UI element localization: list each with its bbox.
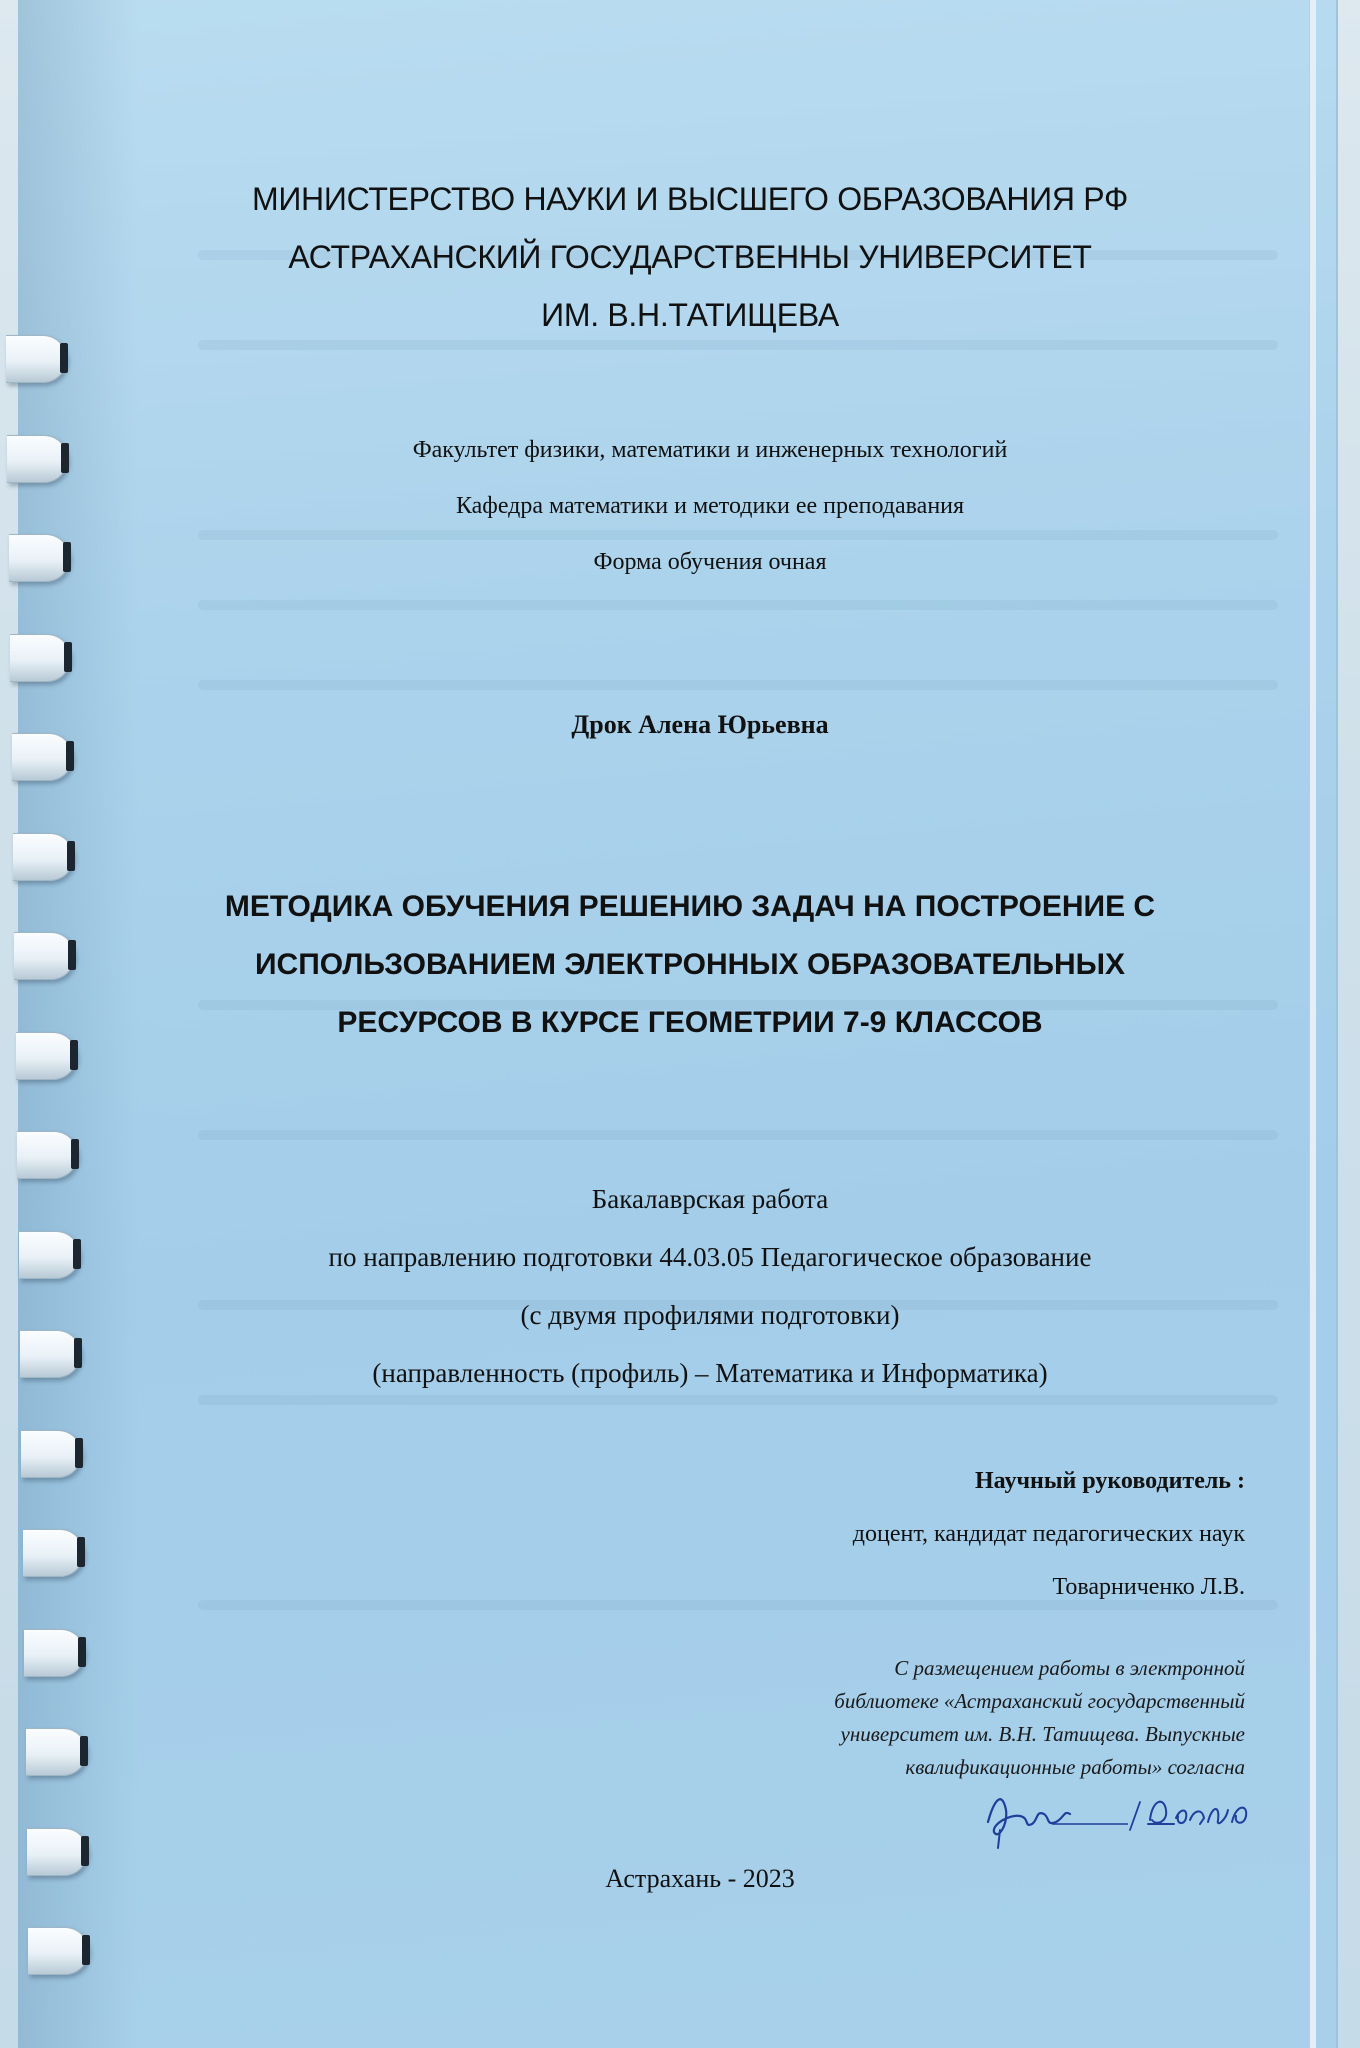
bleed-through-line xyxy=(198,680,1278,690)
handwritten-signature xyxy=(980,1780,1260,1850)
department-line: Кафедра математики и методики ее преподавания xyxy=(455,493,965,519)
binding-hole xyxy=(66,741,74,771)
university-line: АСТРАХАНСКИЙ ГОСУДАРСТВЕННЫ УНИВЕРСИТЕТ xyxy=(288,239,1092,275)
title-line: РЕСУРСОВ В КУРСЕ ГЕОМЕТРИИ 7-9 КЛАССОВ xyxy=(337,1006,1043,1039)
library-consent xyxy=(725,1652,1245,1784)
consent-line: квалификационные работы» согласна xyxy=(905,1755,1245,1779)
consent-line: С размещением работы в электронной xyxy=(894,1656,1245,1680)
binding-hole xyxy=(80,1736,88,1766)
bleed-through-line xyxy=(198,1130,1278,1140)
binding-hole xyxy=(81,1836,89,1866)
binding-hole xyxy=(60,343,68,373)
ministry-header xyxy=(40,170,1340,344)
program-line: по направлению подготовки 44.03.05 Педагогическое образование xyxy=(328,1242,1092,1272)
faculty-line: Факультет физики, математики и инженерных технологий xyxy=(412,437,1008,463)
university-name-line: ИМ. В.Н.ТАТИЩЕВА xyxy=(541,297,839,333)
work-type-line: Бакалаврская работа xyxy=(591,1184,829,1214)
orientation-line: (направленность (профиль) – Математика и Информатика) xyxy=(372,1358,1048,1388)
city-year: Астрахань - 2023 xyxy=(605,1864,795,1893)
binding-ring xyxy=(12,733,73,781)
bleed-through-line xyxy=(198,600,1278,610)
binding-hole xyxy=(67,841,75,871)
ministry-line: МИНИСТЕРСТВО НАУКИ И ВЫСШЕГО ОБРАЗОВАНИЯ РФ xyxy=(252,181,1128,217)
binding-ring xyxy=(10,634,71,682)
study-form-line: Форма обучения очная xyxy=(593,549,827,575)
supervisor-label: Научный руководитель : xyxy=(975,1468,1245,1494)
binding-hole xyxy=(78,1637,86,1667)
supervisor-block xyxy=(853,1455,1245,1614)
thesis-title xyxy=(40,878,1340,1052)
profiles-line: (с двумя профилями подготовки) xyxy=(520,1300,900,1330)
supervisor-name: Товарниченко Л.В. xyxy=(1052,1574,1245,1600)
binding-ring xyxy=(7,435,68,483)
binding-ring xyxy=(28,1927,89,1975)
binding-ring xyxy=(23,1529,84,1577)
binding-ring xyxy=(21,1430,82,1478)
faculty-info xyxy=(60,422,1360,590)
binding-hole xyxy=(71,1139,79,1169)
binding-hole xyxy=(64,642,72,672)
binding-hole xyxy=(75,1438,83,1468)
supervisor-position: доцент, кандидат педагогических наук xyxy=(852,1521,1245,1547)
author-name: Дрок Алена Юрьевна xyxy=(571,710,829,739)
binding-ring xyxy=(26,1728,87,1776)
title-line: ИСПОЛЬЗОВАНИЕМ ЭЛЕКТРОННЫХ ОБРАЗОВАТЕЛЬНЫХ xyxy=(254,948,1125,981)
consent-line: университет им. В.Н. Татищева. Выпускные xyxy=(840,1722,1245,1746)
binding-ring xyxy=(24,1629,85,1677)
binding-hole xyxy=(82,1935,90,1965)
work-type xyxy=(60,1170,1360,1402)
title-line: МЕТОДИКА ОБУЧЕНИЯ РЕШЕНИЮ ЗАДАЧ НА ПОСТРОЕНИЕ С xyxy=(224,890,1156,923)
binding-hole xyxy=(77,1537,85,1567)
consent-line: библиотеке «Астраханский государственный xyxy=(834,1689,1245,1713)
binding-ring xyxy=(13,833,74,881)
